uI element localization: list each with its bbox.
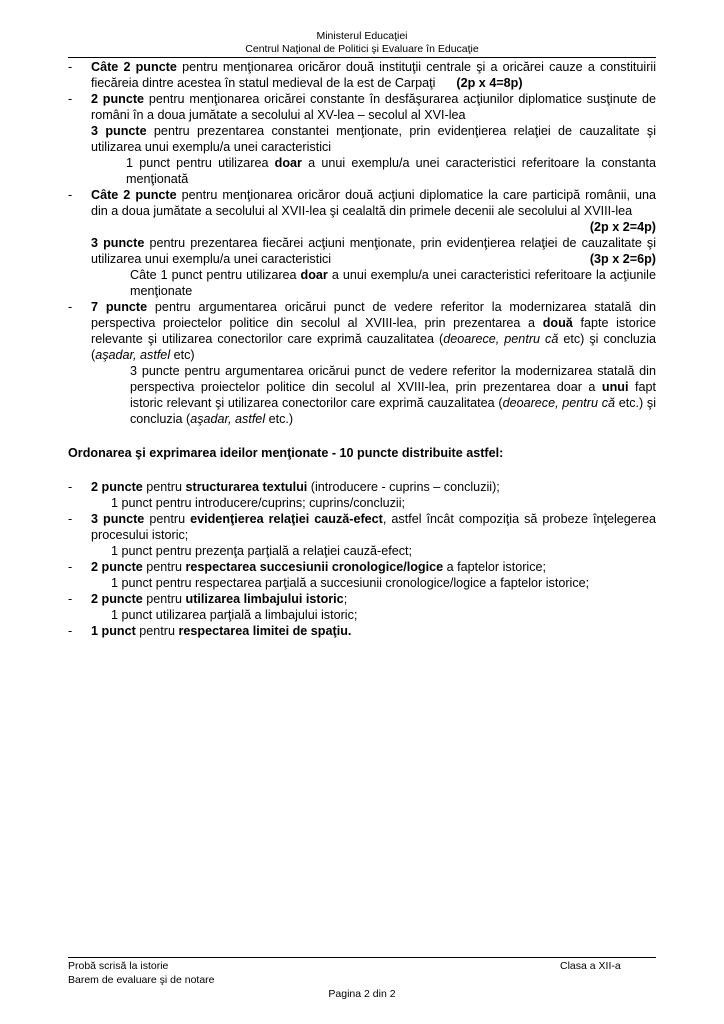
note-text: a unui exemplu/a unei caracteristici referitoare la constanta menţionată — [126, 156, 656, 186]
note-text: etc.) şi concluzia ( — [130, 396, 657, 426]
criterion-emphasis: respectarea succesiunii cronologice/logice — [185, 560, 444, 574]
criterion-chronology — [68, 559, 656, 575]
criterion-text: pentru menţionarea oricărei constante în desfăşurarea acţiunilor diplomatice susţinute de români în a doua jumătate a secolului al XV-lea – secolul al XVI-lea — [91, 92, 656, 122]
criterion-text: pentru menţionarea oricăror două instituţii centrale şi a oricărei cauze a constituirii fiecăreia dintre acestea în statul medieval de la est de Carpaţi — [91, 60, 656, 90]
criterion-text: pentru argumentarea oricărui punct de vedere referitor la modernizarea statală din perspectiva proiectelor politice din secolul al XVIII-lea, prin prezentarea a — [91, 300, 656, 330]
points-label: 1 punct — [91, 624, 136, 638]
bullet-dash: - — [68, 300, 73, 314]
criterion-text: pentru — [142, 480, 186, 494]
bullet-dash: - — [68, 480, 73, 494]
criterion-emphasis: structurarea textului — [185, 480, 308, 494]
spacer — [68, 461, 656, 479]
criterion-text: pentru menţionarea oricăror două acţiuni diplomatice la care participă românii, una din a doua jumătate a secolului al XVII-lea şi cealaltă din primele decenii ale secolului al XVIII-lea — [91, 188, 656, 218]
criterion-text: pentru — [142, 592, 186, 606]
criterion-diplomatic-actions — [68, 187, 656, 267]
partial-score-note: 1 punct pentru introducere/cuprins; cuprins/concluzii; — [111, 496, 406, 510]
bullet-dash: - — [68, 592, 73, 606]
note-emphasis: unui — [601, 380, 629, 394]
criterion-text: a faptelor istorice; — [443, 560, 546, 574]
criterion-text: ; — [343, 592, 348, 606]
bullet-dash: - — [68, 188, 73, 202]
criterion-emphasis: respectarea limitei de spaţiu. — [178, 624, 352, 638]
criterion-subpart — [91, 123, 656, 155]
criterion-text: (introducere - cuprins – concluzii); — [307, 480, 500, 494]
criterion-text: fapte istorice relevante şi utilizarea conectorilor care exprimă cauzalitatea ( — [91, 316, 656, 346]
points-label: 2 puncte — [91, 592, 143, 606]
criterion-space-limit — [68, 623, 656, 639]
points-label: Câte 2 puncte — [91, 60, 177, 74]
criterion-emphasis: utilizarea limbajului istoric — [185, 592, 344, 606]
criterion-text: etc) — [170, 348, 195, 362]
note-text: fapt istoric relevant şi utilizarea conectorilor care exprimă cauzalitatea ( — [130, 380, 656, 410]
criterion-subpart — [91, 235, 656, 267]
note-italic: deoarece, pentru că — [502, 396, 616, 410]
footer-document-type: Barem de evaluare şi de notare — [68, 974, 215, 986]
points-label: 3 puncte — [91, 124, 147, 138]
bullet-dash: - — [68, 60, 73, 74]
header-center: Centrul Naţional de Politici şi Evaluare în Educaţie — [245, 43, 479, 55]
partial-score-note: 1 punct pentru prezenţa parţială a relaţiei cauză-efect; — [111, 544, 413, 558]
bullet-dash: - — [68, 512, 73, 526]
points-label: Câte 2 puncte — [91, 188, 177, 202]
criterion-text: pentru — [144, 512, 191, 526]
footer-class: Clasa a XII-a — [560, 960, 621, 972]
footer-divider — [68, 957, 656, 958]
points-label: 3 puncte — [91, 512, 145, 526]
bullet-dash: - — [68, 560, 73, 574]
note-text: etc.) — [265, 412, 294, 426]
note-text: a unui exemplu/a unei caracteristici referitoare la acţiunile menţionate — [130, 268, 656, 298]
points-label: 2 puncte — [91, 480, 143, 494]
header-divider — [68, 57, 656, 58]
note-text: 3 puncte pentru argumentarea oricărui punct de vedere referitor la modernizarea statală din perspectiva proiectelor politice din secolul al XVIII-lea, prin prezentarea doar a — [130, 364, 656, 394]
partial-score-note — [126, 155, 656, 187]
criterion-diplomatic-constant — [68, 91, 656, 155]
criterion-text: etc) şi concluzia ( — [91, 332, 657, 362]
score-formula: (2p x 4=8p) — [456, 76, 523, 90]
points-label: 3 puncte — [91, 236, 145, 250]
note-emphasis: doar — [274, 156, 302, 170]
page-number: Pagina 2 din 2 — [328, 988, 396, 1000]
criterion-text: pentru prezentarea fiecărei acţiuni menţionate, prin evidenţierea relaţiei de cauzalitate şi utilizarea unui exemplu/a unei caracteristici — [91, 236, 656, 266]
footer-exam-name: Probă scrisă la istorie — [68, 960, 169, 972]
note-text: 1 punct pentru utilizarea — [126, 156, 275, 170]
criterion-structure — [68, 479, 656, 495]
criterion-text: pentru — [142, 560, 186, 574]
document-body — [68, 59, 656, 639]
criterion-text: pentru — [135, 624, 179, 638]
header-ministry: Ministerul Educaţiei — [316, 30, 408, 42]
criterion-text: pentru prezentarea constantei menţionate, prin evidenţierea relaţiei de cauzalitate şi utilizarea unui exemplu/a unei caracteristici — [91, 124, 656, 154]
criterion-institutions — [68, 59, 656, 91]
score-formula: (3p x 2=6p) — [589, 252, 656, 266]
points-label: 2 puncte — [91, 560, 143, 574]
criterion-italic: deoarece, pentru că — [443, 332, 559, 346]
criterion-text: , astfel încât compoziţia să probeze înţelegerea procesului istoric; — [91, 512, 656, 542]
points-label: 2 puncte — [91, 92, 145, 106]
criterion-emphasis: două — [542, 316, 573, 330]
criterion-emphasis: evidenţierea relaţiei cauză-efect — [190, 512, 383, 526]
note-emphasis: doar — [300, 268, 328, 282]
criterion-italic: aşadar, astfel — [95, 348, 171, 362]
criterion-argumentation — [68, 299, 656, 363]
score-formula: (2p x 2=4p) — [589, 220, 656, 234]
partial-score-note: 1 punct utilizarea parţială a limbajului istoric; — [111, 608, 358, 622]
criterion-language — [68, 591, 656, 607]
bullet-dash: - — [68, 624, 73, 638]
criterion-cause-effect — [68, 511, 656, 543]
points-label: 7 puncte — [91, 300, 148, 314]
note-text: Câte 1 punct pentru utilizarea — [130, 268, 301, 282]
bullet-dash: - — [68, 92, 73, 106]
partial-score-note — [130, 267, 656, 299]
partial-score-note: 1 punct pentru respectarea parţială a succesiunii cronologice/logice a faptelor istorice; — [111, 576, 590, 590]
section-title: Ordonarea şi exprimarea ideilor menţionate - 10 puncte distribuite astfel: — [68, 446, 504, 460]
note-italic: aşadar, astfel — [190, 412, 266, 426]
partial-score-note — [130, 363, 656, 427]
